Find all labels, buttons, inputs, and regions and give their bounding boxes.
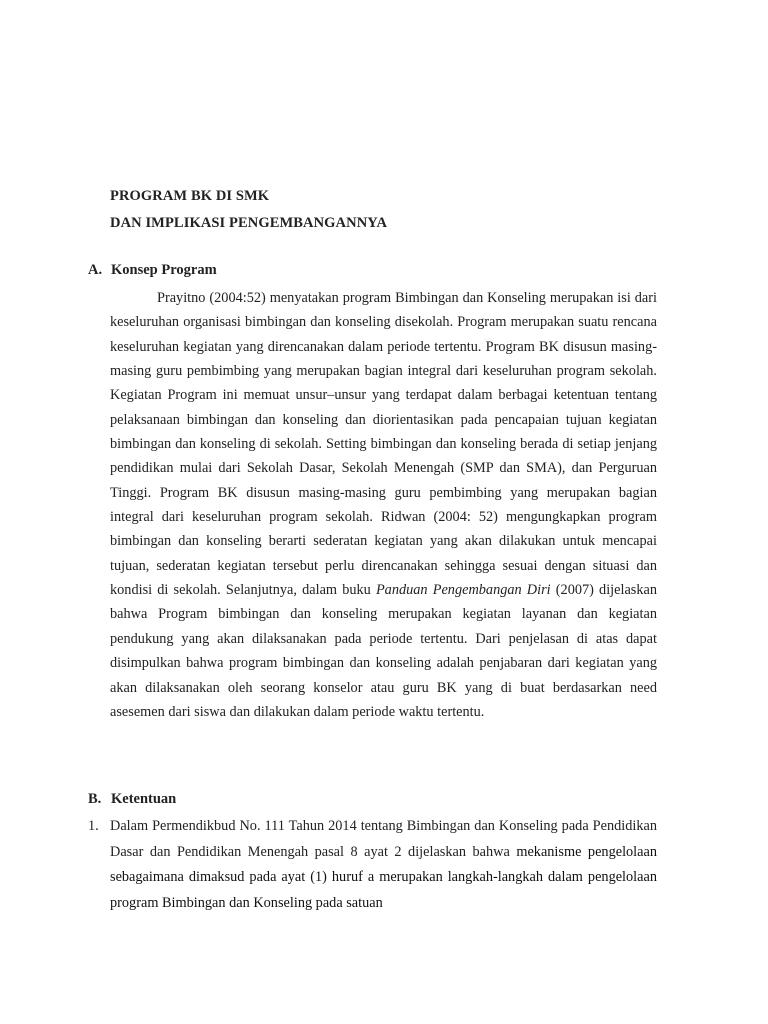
document-title-line-1: PROGRAM BK DI SMK [110, 188, 270, 204]
section-b-title: Ketentuan [111, 791, 177, 807]
section-a-heading [88, 262, 217, 279]
list-item-number: 1. [88, 818, 99, 834]
list-item-text [110, 814, 657, 916]
section-a-paragraph [110, 286, 657, 724]
section-a-text-part2: (2007) dijelaskan bahwa Program bimbingan dan konseling merupakan kegiatan layanan dan kegiatan pendukung yang akan dilaksanakan pada periode tertentu. Dari penjelasan di atas dapat disimpulkan bahwa program bimbingan dan konseling adalah penjabaran dari kegiatan yang akan dilaksanakan oleh seorang konselor atau guru BK yang di buat berdasarkan need asesemen dari siswa dan dilakukan dalam periode waktu tertentu. [110, 582, 658, 720]
section-a-letter: A. [88, 262, 103, 278]
list-item-text-part1: Dalam Permendikbud No. 111 Tahun 2014 tentang Bimbingan dan Konseling pada Pendidikan Dasar dan Pendidikan Menengah pasal 8 ayat 2 dijelaskan bahwa [110, 818, 657, 860]
section-a-text-part1: Prayitno (2004:52) menyatakan program Bimbingan dan Konseling merupakan isi dari keseluruhan organisasi bimbingan dan konseling disekolah. Program merupakan suatu rencana keseluruhan kegiatan yang direncanakan dalam periode tertentu. Program BK disusun masing-masing guru pembimbing yang merupakan bagian integral dari keseluruhan program sekolah. Kegiatan Program ini memuat unsur–unsur yang terdapat dalam berbagai ketentuan tentang pelaksanaan bimbingan dan konseling dan diorientasikan pada pencapaian tujuan kegiatan bimbingan dan konseling di sekolah. Setting bimbingan dan konseling berada di setiap jenjang pendidikan mulai dari Sekolah Dasar, Sekolah Menengah (SMP dan SMA), dan Perguruan Tinggi. Program BK disusun masing-masing guru pembimbing yang merupakan bagian integral dari keseluruhan program sekolah. Ridwan (2004: 52) mengungkapkan program bimbingan dan konseling berarti sederatan kegiatan yang akan dilakukan untuk mencapai tujuan, sederatan kegiatan tersebut perlu direncanakan sehingga sesuai dengan situasi dan kondisi di sekolah. Selanjutnya, dalam buku [110, 290, 657, 599]
section-a-title: Konsep Program [111, 262, 217, 278]
section-b-heading [88, 791, 176, 808]
list-item-text-part2: mekanisme pengelolaan sebagaimana dimaksud pada ayat (1) huruf a merupakan langkah-langkah dalam pengelolaan program Bimbingan dan Konseling pada satuan [110, 843, 657, 911]
section-b-letter: B. [88, 791, 102, 807]
list-item [88, 814, 657, 916]
document-title-line-2: DAN IMPLIKASI PENGEMBANGANNYA [110, 215, 388, 231]
section-a-book-title: Panduan Pengembangan Diri [375, 582, 551, 599]
